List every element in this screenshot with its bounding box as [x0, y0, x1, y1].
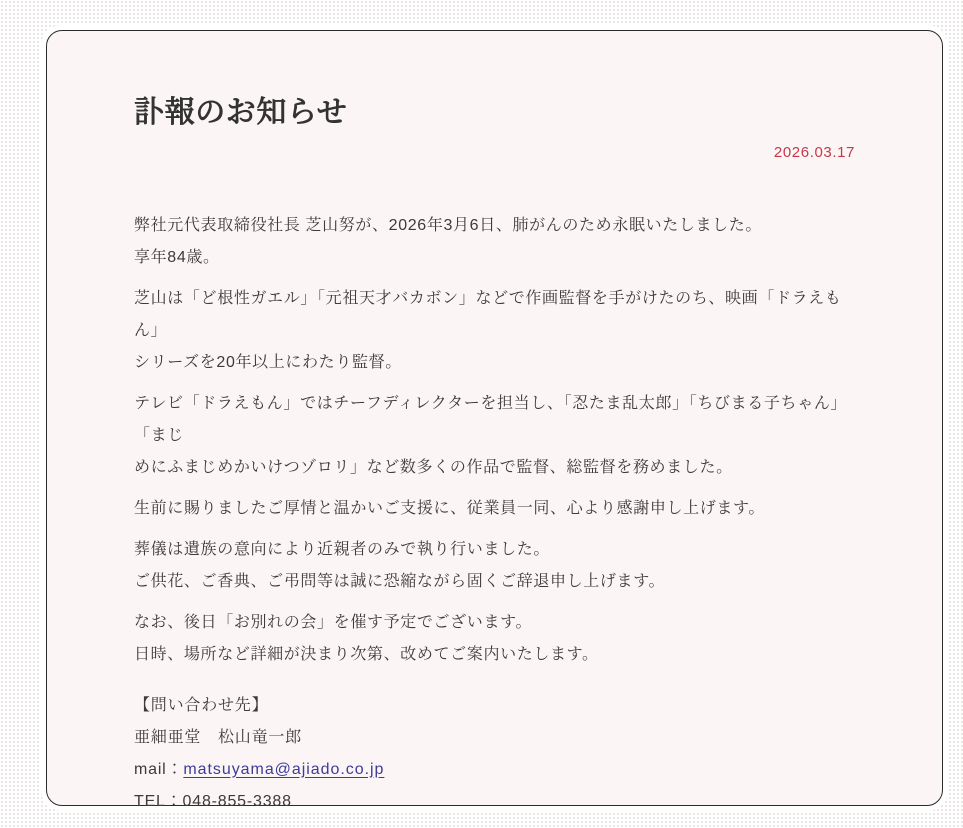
paragraph-career-film — [134, 283, 855, 379]
text-line: テレビ「ドラえもん」ではチーフディレクターを担当し、「忍たま乱太郎」「ちびまる子ちゃん」「まじ — [134, 394, 848, 444]
text-line: めにふまじめかいけつゾロリ」など数多くの作品で監督、総監督を務めました。 — [134, 458, 733, 476]
tel-number: TEL：048-855-3388 — [134, 792, 292, 810]
text-line: ご供花、ご香典、ご弔問等は誠に恐縮ながら固くご辞退申し上げます。 — [134, 572, 666, 590]
paragraph-career-tv — [134, 388, 855, 484]
paragraph-gratitude — [134, 493, 855, 525]
contact-mail-line — [134, 754, 855, 786]
paragraph-farewell-event — [134, 607, 855, 671]
contact-heading: 【問い合わせ先】 — [134, 696, 269, 714]
contact-block — [134, 690, 855, 818]
text-line: シリーズを20年以上にわたり監督。 — [134, 353, 402, 371]
text-line: 日時、場所など詳細が決まり次第、改めてご案内いたします。 — [134, 645, 599, 663]
text-line: なお、後日「お別れの会」を催す予定でございます。 — [134, 613, 533, 631]
mail-label: mail： — [134, 760, 184, 778]
notice-body — [134, 210, 855, 818]
paragraph-death-announcement — [134, 210, 855, 274]
contact-company-person: 亜細亜堂 松山竜一郎 — [134, 728, 303, 746]
page-title: 訃報のお知らせ — [134, 96, 348, 129]
notice-date: 2026.03.17 — [773, 143, 855, 161]
notice-card — [46, 30, 943, 810]
text-line: 弊社元代表取締役社長 芝山努が、2026年3月6日、肺がんのため永眠いたしました。 — [134, 216, 763, 234]
text-line: 葬儀は遺族の意向により近親者のみで執り行いました。 — [134, 540, 551, 558]
paragraph-funeral — [134, 534, 855, 598]
mail-link[interactable]: matsuyama@ajiado.co.jp — [183, 760, 385, 778]
text-line: 芝山は「ど根性ガエル」「元祖天才バカボン」などで作画監督を手がけたのち、映画「ドラえもん」 — [134, 289, 842, 339]
text-line: 享年84歳。 — [134, 248, 220, 266]
text-line: 生前に賜りましたご厚情と温かいご支援に、従業員一同、心より感謝申し上げます。 — [134, 499, 766, 517]
